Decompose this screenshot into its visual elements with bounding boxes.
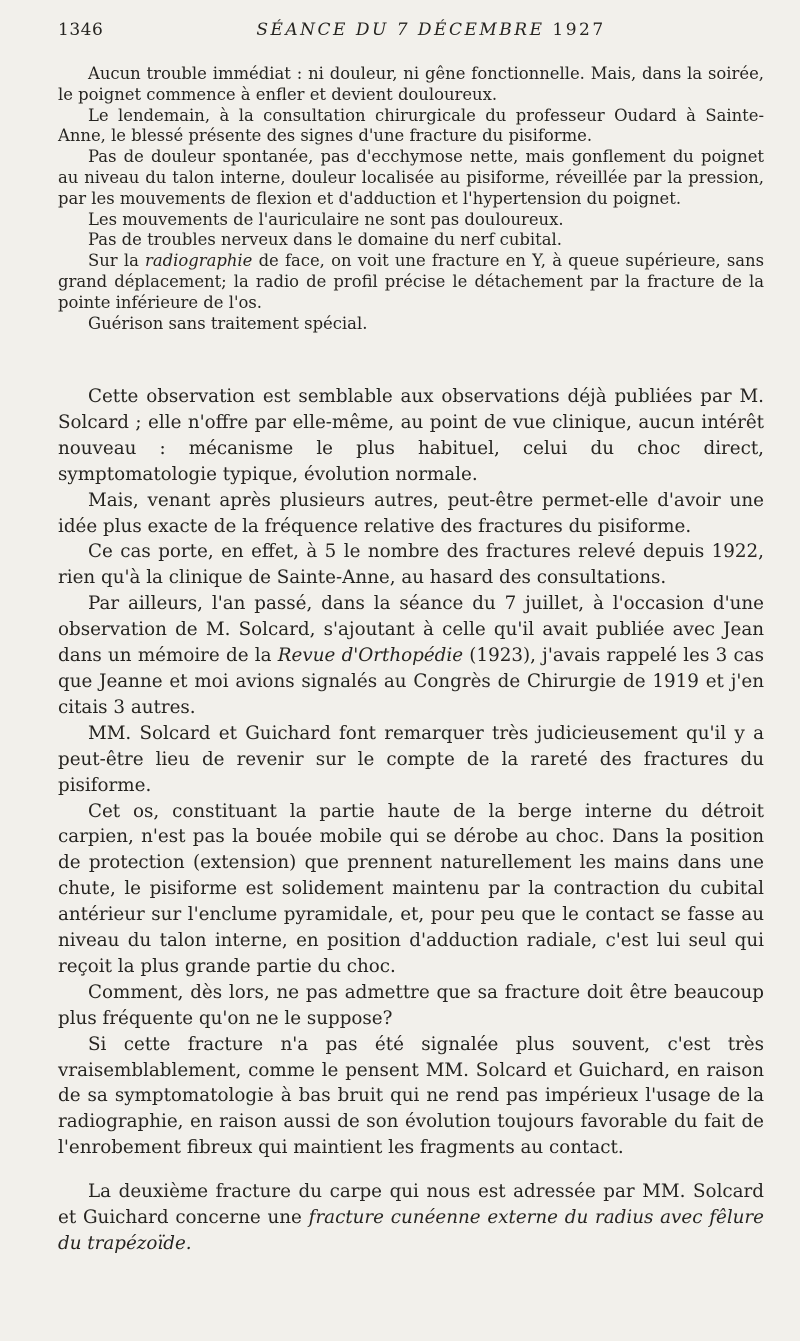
italic-run: fracture cunéenne externe du radius avec fêlure du trapézoïde. (58, 1207, 764, 1254)
case-paragraph: Aucun trouble immédiat : ni douleur, ni gêne fonctionnelle. Mais, dans la soirée, le poignet commence à enfler et devient douloureux. (58, 64, 764, 104)
case-paragraph: Le lendemain, à la consultation chirurgicale du professeur Oudard à Sainte-Anne, le blessé présente des signes d'une fracture du pisiforme. (58, 105, 764, 146)
discussion-paragraph: Mais, venant après plusieurs autres, peut-être permet-elle d'avoir une idée plus exacte de la fréquence relative des fractures du pisiforme. (58, 489, 764, 537)
case-paragraph (58, 251, 764, 313)
case-paragraph: Guérison sans traitement spécial. (88, 313, 368, 333)
discussion-paragraph: Comment, dès lors, ne pas admettre que sa fracture doit être beaucoup plus fréquente qu'on ne le suppose? (58, 981, 764, 1029)
text-run: La deuxième fracture du carpe qui nous est adressée par MM. Solcard et Guichard concerne une (58, 1181, 764, 1229)
discussion-paragraph: MM. Solcard et Guichard font remarquer très judicieusement qu'il y a peut-être lieu de revenir sur le compte de la rareté des fractures du pisiforme. (58, 722, 764, 796)
second-case-paragraph (58, 1179, 764, 1257)
discussion (58, 384, 764, 1257)
case-report (58, 64, 764, 334)
text-run: Sur la (88, 251, 146, 271)
discussion-paragraph: Cet os, constituant la partie haute de la berge interne du détroit carpien, n'est pas la bouée mobile qui se dérobe au choc. Dans la position de protection (extension) que prennent naturellement les mains dans une chute, le pisiforme est solidement maintenu par la contraction du cubital antérieur sur l'enclume pyramidale, et, pour peu que le contact se fasse au niveau du talon interne, en position d'adduction radiale, c'est lui seul qui reçoit la plus grande partie du choc. (58, 800, 764, 977)
text-run: Par ailleurs, l'an passé, dans la séance du 7 juillet, à l'occasion d'une observation de M. Solcard, s'ajoutant à celle qu'il avait publiée avec Jean dans un mémoire de la (58, 593, 764, 667)
text-run: de face, on voit une fracture en Y, à queue supérieure, sans grand déplacement; la radio de profil précise le détachement par la fracture de la pointe inférieure de l'os. (58, 251, 764, 312)
running-title (58, 20, 764, 40)
italic-run: radiographie (145, 251, 253, 271)
case-paragraph: Pas de troubles nerveux dans le domaine du nerf cubital. (88, 230, 562, 250)
discussion-paragraph: Cette observation est semblable aux observations déjà publiées par M. Solcard ; elle n'offre par elle-même, au point de vue clinique, aucun intérêt nouveau : mécanisme le plus habituel, celui du choc direct, symptomatologie typique, évolution normale. (58, 386, 764, 485)
text-run: (1923), j'avais rappelé les 3 cas que Jeanne et moi avions signalés au Congrès de Chirurgie de 1919 et j'en citais 3 autres. (58, 645, 764, 718)
running-title-text: SÉANCE DU 7 DÉCEMBRE (256, 20, 545, 40)
discussion-paragraph: Ce cas porte, en effet, à 5 le nombre des fractures relevé depuis 1922, rien qu'à la clinique de Sainte-Anne, au hasard des consultations. (58, 541, 764, 589)
discussion-paragraph: Si cette fracture n'a pas été signalée plus souvent, c'est très vraisemblablement, comme le pensent MM. Solcard et Guichard, en raison de sa symptomatologie à bas bruit qui ne rend pas impérieux l'usage de la radiographie, en raison aussi de son évolution toujours favorable du fait de l'enrobement fibreux qui maintient les fragments au contact. (58, 1033, 764, 1159)
running-title-year: 1927 (552, 20, 606, 40)
case-paragraph: Pas de douleur spontanée, pas d'ecchymose nette, mais gonflement du poignet au niveau du talon interne, douleur localisée au pisiforme, réveillée par la pression, par les mouvements de flexion et d'adduction et l'hypertension du poignet. (58, 147, 764, 208)
discussion-paragraph (58, 591, 764, 721)
page-header (58, 20, 764, 44)
page-number: 1346 (58, 20, 104, 40)
journal-title: Revue d'Orthopédie (277, 645, 464, 667)
case-paragraph: Les mouvements de l'auriculaire ne sont pas douloureux. (88, 209, 564, 229)
